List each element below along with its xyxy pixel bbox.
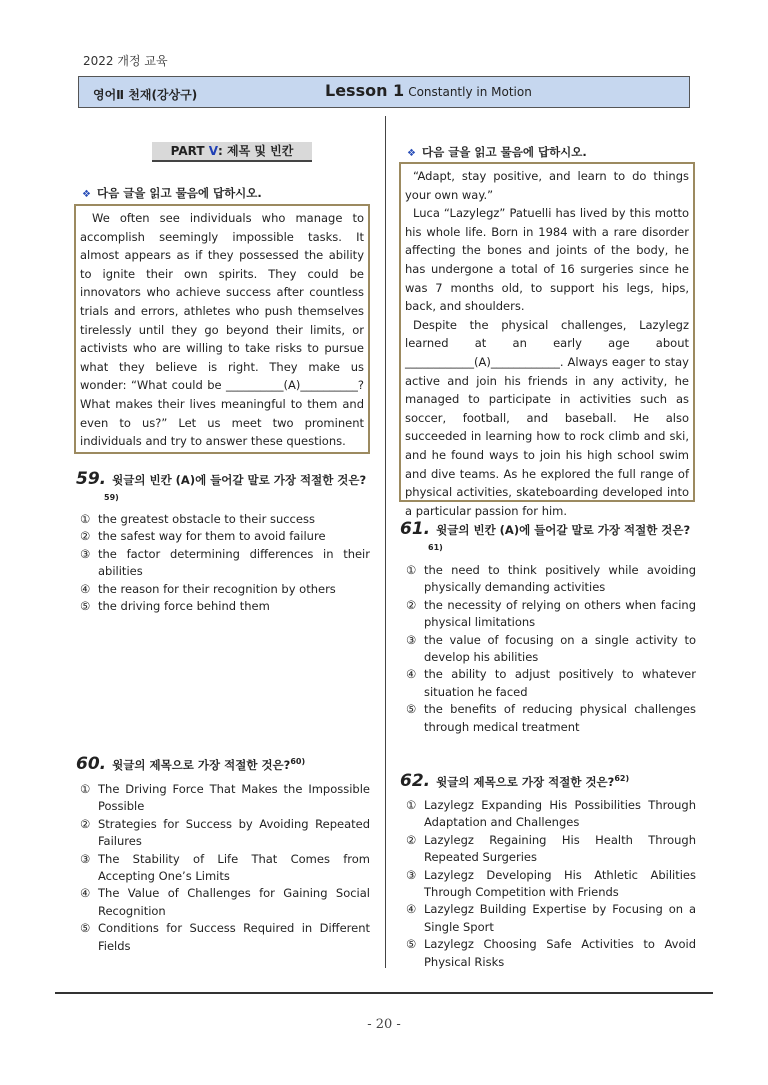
option-text: the factor determining differences in their abilities <box>98 546 370 579</box>
page-number: - 20 - <box>367 1017 401 1032</box>
question-60-options <box>80 781 370 955</box>
question-62-text: 윗글의 제목으로 가장 적절한 것은? <box>436 774 615 789</box>
option-mark: ① <box>406 563 417 577</box>
question-59-text: 윗글의 빈칸 (A)에 들어갈 말로 가장 적절한 것은? <box>112 473 367 487</box>
option-item[interactable] <box>406 832 696 867</box>
option-mark: ① <box>80 512 91 526</box>
option-text: the benefits of reducing physical challenges through medical treatment <box>424 702 696 734</box>
option-item[interactable] <box>80 851 370 886</box>
question-59-number: 59. <box>76 469 107 489</box>
option-text: the driving force behind them <box>98 599 270 614</box>
option-item[interactable] <box>406 701 696 736</box>
left-instruction <box>82 185 262 201</box>
option-mark: ④ <box>406 667 417 682</box>
option-item[interactable] <box>406 901 696 936</box>
curriculum-label: 2022 개정 교육 <box>83 54 168 68</box>
option-text: The Driving Force That Makes the Impossible Possible <box>98 782 370 814</box>
lesson-subtitle: Constantly in Motion <box>408 85 532 99</box>
question-61-text: 윗글의 빈칸 (A)에 들어갈 말로 가장 적절한 것은? <box>436 523 691 537</box>
question-61-ref: 61) <box>428 543 443 552</box>
left-passage: We often see individuals who manage to accomplish seemingly impossible tasks. It almost appears as if they possessed the ability to ignite their own spirits. They could be innovators who achieve success after countless trials and errors, athletes who push themselves tirelessly until they go beyond their limits, or activists who are willing to take risks to pursue what they believe is right. They make us wonder: “What could be __________(A)__________? What makes their lives meaningful to them and even to us?” Let us meet two prominent individuals and try to answer these questions. <box>74 204 370 454</box>
option-text: the safest way for them to avoid failure <box>98 529 326 544</box>
option-item[interactable] <box>80 885 370 920</box>
option-text: Lazylegz Choosing Safe Activities to Avoid Physical Risks <box>424 937 696 969</box>
question-62-number: 62. <box>400 770 431 791</box>
question-62-options <box>406 797 696 971</box>
question-60 <box>76 753 372 774</box>
option-item[interactable] <box>406 797 696 832</box>
option-item[interactable] <box>80 598 370 615</box>
option-item[interactable] <box>80 920 370 955</box>
question-59-stem <box>76 470 372 510</box>
option-text: The Value of Challenges for Gaining Social Recognition <box>98 886 370 918</box>
lesson-header-bar <box>78 76 690 108</box>
option-item[interactable] <box>406 562 696 597</box>
option-mark: ③ <box>80 546 91 561</box>
option-text: Lazylegz Developing His Athletic Abilities Through Competition with Friends <box>424 867 696 900</box>
option-mark: ⑤ <box>80 599 91 614</box>
textbook-label: 영어Ⅱ 천재(강상구) <box>93 88 198 102</box>
option-item[interactable] <box>80 511 370 528</box>
option-mark: ③ <box>406 867 417 882</box>
right-instruction <box>407 144 587 160</box>
question-61-stem <box>400 520 696 560</box>
diamond-bullet-icon: ❖ <box>82 189 91 200</box>
option-text: Lazylegz Regaining His Health Through Repeated Surgeries <box>424 832 696 865</box>
option-mark: ③ <box>406 632 417 647</box>
passage-paragraph-1: “Adapt, stay positive, and learn to do things your own way.” <box>405 169 689 202</box>
diamond-bullet-icon: ❖ <box>407 148 416 159</box>
option-mark: ④ <box>406 902 417 917</box>
question-62-ref: 62) <box>614 774 630 783</box>
option-item[interactable] <box>80 781 370 816</box>
option-item[interactable] <box>406 632 696 667</box>
option-mark: ⑤ <box>406 937 417 952</box>
part-prefix: PART <box>170 144 209 158</box>
option-text: Strategies for Success by Avoiding Repeated Failures <box>98 816 370 849</box>
question-61 <box>400 520 696 560</box>
option-mark: ② <box>80 529 91 544</box>
option-mark: ④ <box>80 886 91 901</box>
option-item[interactable] <box>80 816 370 851</box>
option-text: the necessity of relying on others when facing physical limitations <box>424 597 696 630</box>
option-item[interactable] <box>406 867 696 902</box>
lesson-number: Lesson 1 <box>325 81 405 100</box>
question-60-ref: 60) <box>290 757 306 766</box>
option-item[interactable] <box>80 546 370 581</box>
option-mark: ⑤ <box>406 702 417 717</box>
option-text: the value of focusing on a single activity to develop his abilities <box>424 632 696 665</box>
option-text: Conditions for Success Required in Different Fields <box>98 921 370 953</box>
question-61-number: 61. <box>400 519 431 539</box>
column-divider <box>385 116 386 968</box>
option-item[interactable] <box>80 528 370 545</box>
lesson-title <box>325 81 532 100</box>
footer-rule <box>55 992 713 994</box>
option-mark: ② <box>406 597 417 612</box>
question-61-options <box>406 562 696 736</box>
question-62 <box>400 770 696 791</box>
option-text: the ability to adjust positively to whatever situation he faced <box>424 667 696 699</box>
passage-paragraph-2: Luca “Lazylegz” Patuelli has lived by this motto his whole life. Born in 1984 with a rare disorder affecting the bones and joints of the body, he has undergone a total of 16 surgeries since he was 7 months old, to support his legs, hips, back, and shoulders. <box>405 206 689 314</box>
option-item[interactable] <box>406 666 696 701</box>
option-mark: ④ <box>80 581 91 596</box>
option-mark: ① <box>406 798 417 812</box>
option-text: Lazylegz Expanding His Possibilities Through Adaptation and Challenges <box>424 798 696 830</box>
question-59-ref: 59) <box>104 493 119 502</box>
option-mark: ① <box>80 782 91 796</box>
question-62-stem <box>400 770 696 791</box>
right-passage <box>399 162 695 518</box>
option-item[interactable] <box>406 597 696 632</box>
option-text: The Stability of Life That Comes from Accepting One’s Limits <box>98 851 370 884</box>
option-mark: ② <box>80 816 91 831</box>
option-item[interactable] <box>406 936 696 971</box>
option-item[interactable] <box>80 581 370 598</box>
question-59 <box>76 470 372 510</box>
right-instruction-text: 다음 글을 읽고 물음에 답하시오. <box>421 145 587 159</box>
question-60-text: 윗글의 제목으로 가장 적절한 것은? <box>112 757 291 772</box>
question-59-options <box>80 511 370 615</box>
left-instruction-text: 다음 글을 읽고 물음에 답하시오. <box>96 186 262 200</box>
question-60-stem <box>76 753 372 774</box>
part-title: : 제목 및 빈칸 <box>218 144 294 158</box>
passage-paragraph-3: Despite the physical challenges, Lazylegz learned at an early age about ____________(A)____________. Always eager to stay active and join his friends in any activity, he managed to participate in activities such as soccer, football, and baseball. He also succeeded in learning how to rock climb and ski, and he found ways to join his high school swim and dive teams. As he explored the full range of physical activities, skateboarding developed into a particular passion for him. <box>405 317 689 518</box>
part-roman-numeral: Ⅴ <box>208 144 219 158</box>
option-text: the greatest obstacle to their success <box>98 512 315 526</box>
question-60-number: 60. <box>76 753 107 774</box>
option-text: Lazylegz Building Expertise by Focusing on a Single Sport <box>424 902 696 934</box>
option-mark: ③ <box>80 851 91 866</box>
option-mark: ② <box>406 832 417 847</box>
part-heading <box>152 142 312 162</box>
option-mark: ⑤ <box>80 921 91 936</box>
option-text: the reason for their recognition by others <box>98 581 336 596</box>
option-text: the need to think positively while avoiding physically demanding activities <box>424 563 696 595</box>
